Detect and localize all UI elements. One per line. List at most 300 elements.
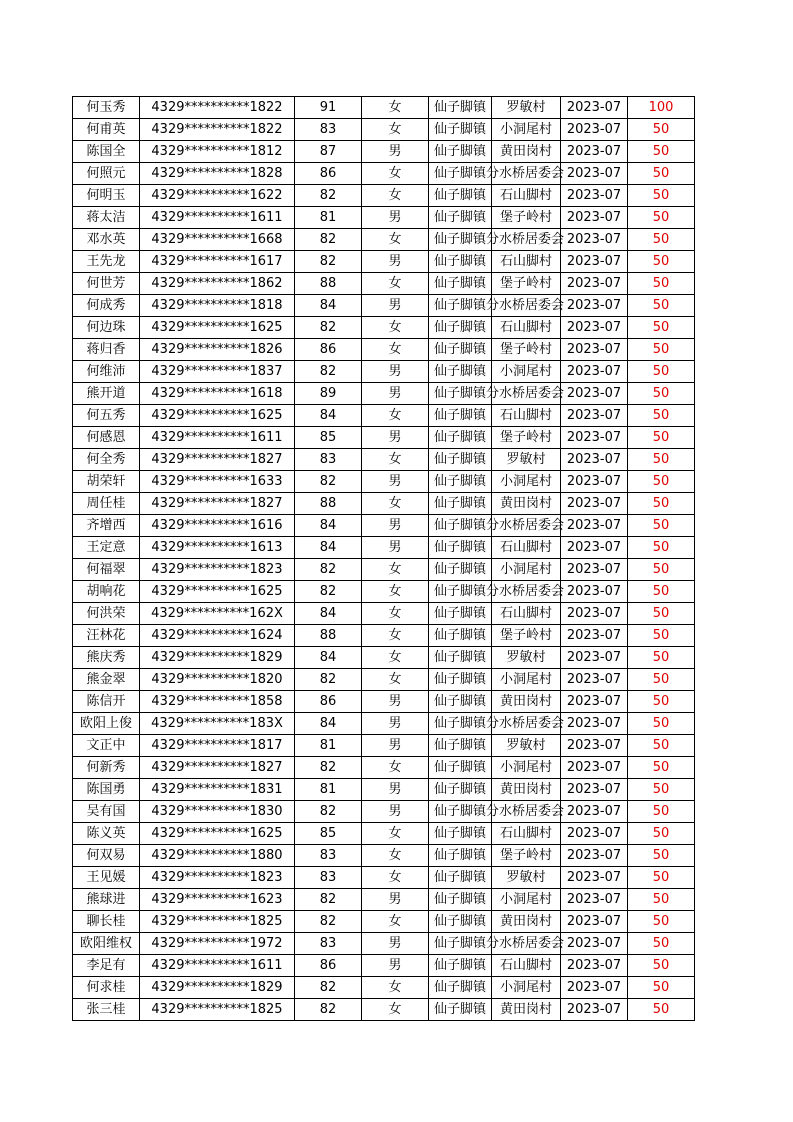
person-name-cell: 熊金翠	[73, 669, 140, 691]
person-name-cell: 何维沛	[73, 361, 140, 383]
id-number-cell: 4329**********1825	[140, 911, 295, 933]
village-cell: 堡子岭村	[492, 625, 561, 647]
id-number-cell: 4329**********1617	[140, 251, 295, 273]
age-cell: 82	[295, 801, 362, 823]
age-cell: 82	[295, 251, 362, 273]
id-number-cell: 4329**********1831	[140, 779, 295, 801]
village-cell: 石山脚村	[492, 405, 561, 427]
age-cell: 82	[295, 669, 362, 691]
id-number-cell: 4329**********1611	[140, 207, 295, 229]
sex-cell: 男	[362, 295, 429, 317]
sex-cell: 男	[362, 427, 429, 449]
amount-cell: 50	[628, 669, 695, 691]
sex-cell: 男	[362, 141, 429, 163]
age-cell: 82	[295, 911, 362, 933]
table-row	[73, 537, 695, 559]
person-name-cell: 周任桂	[73, 493, 140, 515]
village-cell: 黄田岗村	[492, 691, 561, 713]
village-cell: 黄田岗村	[492, 999, 561, 1021]
subsidy-table	[72, 96, 695, 1021]
table-row	[73, 845, 695, 867]
sex-cell: 女	[362, 603, 429, 625]
age-cell: 86	[295, 955, 362, 977]
amount-cell: 50	[628, 427, 695, 449]
village-cell: 石山脚村	[492, 955, 561, 977]
month-cell: 2023-07	[561, 691, 628, 713]
table-row	[73, 625, 695, 647]
month-cell: 2023-07	[561, 889, 628, 911]
amount-cell: 50	[628, 559, 695, 581]
sex-cell: 女	[362, 405, 429, 427]
table-row	[73, 141, 695, 163]
table-row	[73, 163, 695, 185]
village-cell: 罗敏村	[492, 647, 561, 669]
sex-cell: 男	[362, 515, 429, 537]
person-name-cell: 何求桂	[73, 977, 140, 999]
month-cell: 2023-07	[561, 603, 628, 625]
id-number-cell: 4329**********1625	[140, 823, 295, 845]
table-row	[73, 889, 695, 911]
person-name-cell: 欧阳上俊	[73, 713, 140, 735]
amount-cell: 50	[628, 801, 695, 823]
age-cell: 83	[295, 845, 362, 867]
age-cell: 84	[295, 405, 362, 427]
table-row	[73, 185, 695, 207]
person-name-cell: 聊长桂	[73, 911, 140, 933]
town-cell: 仙子脚镇	[429, 977, 492, 999]
village-cell: 分水桥居委会	[492, 163, 561, 185]
amount-cell: 50	[628, 471, 695, 493]
person-name-cell: 陈国勇	[73, 779, 140, 801]
month-cell: 2023-07	[561, 999, 628, 1021]
person-name-cell: 胡荣轩	[73, 471, 140, 493]
person-name-cell: 何感恩	[73, 427, 140, 449]
village-cell: 分水桥居委会	[492, 229, 561, 251]
month-cell: 2023-07	[561, 317, 628, 339]
village-cell: 分水桥居委会	[492, 383, 561, 405]
id-number-cell: 4329**********1858	[140, 691, 295, 713]
person-name-cell: 张三桂	[73, 999, 140, 1021]
month-cell: 2023-07	[561, 97, 628, 119]
sex-cell: 女	[362, 977, 429, 999]
month-cell: 2023-07	[561, 779, 628, 801]
id-number-cell: 4329**********1829	[140, 977, 295, 999]
person-name-cell: 王先龙	[73, 251, 140, 273]
id-number-cell: 4329**********183X	[140, 713, 295, 735]
age-cell: 84	[295, 537, 362, 559]
person-name-cell: 何世芳	[73, 273, 140, 295]
town-cell: 仙子脚镇	[429, 361, 492, 383]
table-row	[73, 977, 695, 999]
sex-cell: 女	[362, 229, 429, 251]
town-cell: 仙子脚镇	[429, 713, 492, 735]
sex-cell: 男	[362, 801, 429, 823]
age-cell: 86	[295, 691, 362, 713]
sex-cell: 女	[362, 163, 429, 185]
sex-cell: 女	[362, 185, 429, 207]
month-cell: 2023-07	[561, 757, 628, 779]
id-number-cell: 4329**********1624	[140, 625, 295, 647]
sex-cell: 女	[362, 823, 429, 845]
id-number-cell: 4329**********1827	[140, 493, 295, 515]
town-cell: 仙子脚镇	[429, 735, 492, 757]
id-number-cell: 4329**********1828	[140, 163, 295, 185]
id-number-cell: 4329**********1633	[140, 471, 295, 493]
person-name-cell: 何甫英	[73, 119, 140, 141]
person-name-cell: 熊开道	[73, 383, 140, 405]
village-cell: 堡子岭村	[492, 207, 561, 229]
amount-cell: 50	[628, 867, 695, 889]
table-row	[73, 251, 695, 273]
table-row	[73, 823, 695, 845]
person-name-cell: 齐增西	[73, 515, 140, 537]
amount-cell: 100	[628, 97, 695, 119]
town-cell: 仙子脚镇	[429, 955, 492, 977]
sex-cell: 女	[362, 647, 429, 669]
id-number-cell: 4329**********1827	[140, 757, 295, 779]
amount-cell: 50	[628, 647, 695, 669]
sex-cell: 男	[362, 471, 429, 493]
id-number-cell: 4329**********1625	[140, 317, 295, 339]
village-cell: 小洞尾村	[492, 559, 561, 581]
amount-cell: 50	[628, 361, 695, 383]
month-cell: 2023-07	[561, 955, 628, 977]
age-cell: 86	[295, 339, 362, 361]
person-name-cell: 陈信开	[73, 691, 140, 713]
amount-cell: 50	[628, 691, 695, 713]
age-cell: 86	[295, 163, 362, 185]
age-cell: 82	[295, 977, 362, 999]
town-cell: 仙子脚镇	[429, 647, 492, 669]
month-cell: 2023-07	[561, 119, 628, 141]
person-name-cell: 吴有国	[73, 801, 140, 823]
age-cell: 81	[295, 735, 362, 757]
month-cell: 2023-07	[561, 647, 628, 669]
amount-cell: 50	[628, 317, 695, 339]
month-cell: 2023-07	[561, 229, 628, 251]
sex-cell: 女	[362, 493, 429, 515]
town-cell: 仙子脚镇	[429, 933, 492, 955]
id-number-cell: 4329**********1823	[140, 559, 295, 581]
person-name-cell: 何双易	[73, 845, 140, 867]
id-number-cell: 4329**********1616	[140, 515, 295, 537]
sex-cell: 女	[362, 625, 429, 647]
amount-cell: 50	[628, 383, 695, 405]
sex-cell: 男	[362, 361, 429, 383]
id-number-cell: 4329**********1611	[140, 955, 295, 977]
village-cell: 石山脚村	[492, 185, 561, 207]
id-number-cell: 4329**********1862	[140, 273, 295, 295]
id-number-cell: 4329**********1837	[140, 361, 295, 383]
village-cell: 罗敏村	[492, 97, 561, 119]
age-cell: 85	[295, 823, 362, 845]
month-cell: 2023-07	[561, 493, 628, 515]
table-row	[73, 97, 695, 119]
village-cell: 黄田岗村	[492, 141, 561, 163]
town-cell: 仙子脚镇	[429, 251, 492, 273]
town-cell: 仙子脚镇	[429, 119, 492, 141]
person-name-cell: 何成秀	[73, 295, 140, 317]
town-cell: 仙子脚镇	[429, 295, 492, 317]
town-cell: 仙子脚镇	[429, 867, 492, 889]
amount-cell: 50	[628, 779, 695, 801]
person-name-cell: 李足有	[73, 955, 140, 977]
id-number-cell: 4329**********1880	[140, 845, 295, 867]
month-cell: 2023-07	[561, 405, 628, 427]
table-row	[73, 515, 695, 537]
town-cell: 仙子脚镇	[429, 823, 492, 845]
table-row	[73, 405, 695, 427]
town-cell: 仙子脚镇	[429, 383, 492, 405]
village-cell: 石山脚村	[492, 823, 561, 845]
amount-cell: 50	[628, 295, 695, 317]
month-cell: 2023-07	[561, 581, 628, 603]
sex-cell: 女	[362, 669, 429, 691]
person-name-cell: 何福翠	[73, 559, 140, 581]
id-number-cell: 4329**********1613	[140, 537, 295, 559]
amount-cell: 50	[628, 955, 695, 977]
sex-cell: 女	[362, 845, 429, 867]
month-cell: 2023-07	[561, 845, 628, 867]
month-cell: 2023-07	[561, 713, 628, 735]
village-cell: 小洞尾村	[492, 757, 561, 779]
town-cell: 仙子脚镇	[429, 537, 492, 559]
table-row	[73, 493, 695, 515]
town-cell: 仙子脚镇	[429, 999, 492, 1021]
month-cell: 2023-07	[561, 207, 628, 229]
amount-cell: 50	[628, 889, 695, 911]
village-cell: 分水桥居委会	[492, 295, 561, 317]
town-cell: 仙子脚镇	[429, 97, 492, 119]
town-cell: 仙子脚镇	[429, 801, 492, 823]
person-name-cell: 何全秀	[73, 449, 140, 471]
month-cell: 2023-07	[561, 559, 628, 581]
age-cell: 82	[295, 471, 362, 493]
village-cell: 小洞尾村	[492, 669, 561, 691]
age-cell: 83	[295, 867, 362, 889]
sex-cell: 女	[362, 273, 429, 295]
town-cell: 仙子脚镇	[429, 515, 492, 537]
person-name-cell: 蒋太洁	[73, 207, 140, 229]
age-cell: 82	[295, 185, 362, 207]
id-number-cell: 4329**********1829	[140, 647, 295, 669]
month-cell: 2023-07	[561, 273, 628, 295]
id-number-cell: 4329**********1618	[140, 383, 295, 405]
id-number-cell: 4329**********1822	[140, 119, 295, 141]
month-cell: 2023-07	[561, 361, 628, 383]
town-cell: 仙子脚镇	[429, 185, 492, 207]
age-cell: 81	[295, 779, 362, 801]
village-cell: 黄田岗村	[492, 779, 561, 801]
id-number-cell: 4329**********1812	[140, 141, 295, 163]
table-row	[73, 911, 695, 933]
age-cell: 89	[295, 383, 362, 405]
amount-cell: 50	[628, 603, 695, 625]
month-cell: 2023-07	[561, 911, 628, 933]
person-name-cell: 何明玉	[73, 185, 140, 207]
amount-cell: 50	[628, 933, 695, 955]
village-cell: 石山脚村	[492, 537, 561, 559]
table-row	[73, 867, 695, 889]
sex-cell: 男	[362, 735, 429, 757]
amount-cell: 50	[628, 537, 695, 559]
amount-cell: 50	[628, 625, 695, 647]
id-number-cell: 4329**********1625	[140, 581, 295, 603]
amount-cell: 50	[628, 713, 695, 735]
age-cell: 91	[295, 97, 362, 119]
sex-cell: 女	[362, 867, 429, 889]
month-cell: 2023-07	[561, 515, 628, 537]
age-cell: 82	[295, 999, 362, 1021]
town-cell: 仙子脚镇	[429, 471, 492, 493]
month-cell: 2023-07	[561, 471, 628, 493]
town-cell: 仙子脚镇	[429, 889, 492, 911]
amount-cell: 50	[628, 977, 695, 999]
table-row	[73, 383, 695, 405]
town-cell: 仙子脚镇	[429, 163, 492, 185]
sex-cell: 男	[362, 251, 429, 273]
month-cell: 2023-07	[561, 537, 628, 559]
month-cell: 2023-07	[561, 625, 628, 647]
person-name-cell: 文正中	[73, 735, 140, 757]
amount-cell: 50	[628, 163, 695, 185]
village-cell: 分水桥居委会	[492, 713, 561, 735]
village-cell: 罗敏村	[492, 735, 561, 757]
table-row	[73, 559, 695, 581]
month-cell: 2023-07	[561, 141, 628, 163]
town-cell: 仙子脚镇	[429, 625, 492, 647]
month-cell: 2023-07	[561, 163, 628, 185]
sex-cell: 女	[362, 581, 429, 603]
age-cell: 82	[295, 581, 362, 603]
month-cell: 2023-07	[561, 933, 628, 955]
town-cell: 仙子脚镇	[429, 845, 492, 867]
sex-cell: 男	[362, 889, 429, 911]
age-cell: 88	[295, 625, 362, 647]
id-number-cell: 4329**********1827	[140, 449, 295, 471]
age-cell: 87	[295, 141, 362, 163]
id-number-cell: 4329**********1818	[140, 295, 295, 317]
amount-cell: 50	[628, 449, 695, 471]
id-number-cell: 4329**********162X	[140, 603, 295, 625]
village-cell: 堡子岭村	[492, 427, 561, 449]
village-cell: 堡子岭村	[492, 845, 561, 867]
table-row	[73, 427, 695, 449]
village-cell: 石山脚村	[492, 603, 561, 625]
amount-cell: 50	[628, 515, 695, 537]
town-cell: 仙子脚镇	[429, 317, 492, 339]
town-cell: 仙子脚镇	[429, 911, 492, 933]
age-cell: 82	[295, 229, 362, 251]
table-row	[73, 647, 695, 669]
town-cell: 仙子脚镇	[429, 757, 492, 779]
village-cell: 堡子岭村	[492, 339, 561, 361]
sex-cell: 女	[362, 97, 429, 119]
village-cell: 小洞尾村	[492, 471, 561, 493]
table-row	[73, 713, 695, 735]
table-row	[73, 933, 695, 955]
sex-cell: 男	[362, 955, 429, 977]
month-cell: 2023-07	[561, 977, 628, 999]
id-number-cell: 4329**********1622	[140, 185, 295, 207]
village-cell: 石山脚村	[492, 317, 561, 339]
table-row	[73, 779, 695, 801]
town-cell: 仙子脚镇	[429, 669, 492, 691]
sex-cell: 女	[362, 119, 429, 141]
sex-cell: 女	[362, 999, 429, 1021]
table-row	[73, 735, 695, 757]
id-number-cell: 4329**********1623	[140, 889, 295, 911]
age-cell: 83	[295, 449, 362, 471]
month-cell: 2023-07	[561, 867, 628, 889]
town-cell: 仙子脚镇	[429, 141, 492, 163]
table-row	[73, 757, 695, 779]
town-cell: 仙子脚镇	[429, 603, 492, 625]
sex-cell: 男	[362, 713, 429, 735]
age-cell: 88	[295, 493, 362, 515]
person-name-cell: 何五秀	[73, 405, 140, 427]
person-name-cell: 何照元	[73, 163, 140, 185]
town-cell: 仙子脚镇	[429, 691, 492, 713]
age-cell: 82	[295, 889, 362, 911]
age-cell: 83	[295, 119, 362, 141]
person-name-cell: 欧阳维权	[73, 933, 140, 955]
id-number-cell: 4329**********1972	[140, 933, 295, 955]
month-cell: 2023-07	[561, 185, 628, 207]
sex-cell: 男	[362, 691, 429, 713]
id-number-cell: 4329**********1825	[140, 999, 295, 1021]
id-number-cell: 4329**********1625	[140, 405, 295, 427]
town-cell: 仙子脚镇	[429, 559, 492, 581]
town-cell: 仙子脚镇	[429, 581, 492, 603]
sex-cell: 女	[362, 911, 429, 933]
town-cell: 仙子脚镇	[429, 273, 492, 295]
amount-cell: 50	[628, 735, 695, 757]
person-name-cell: 熊庆秀	[73, 647, 140, 669]
town-cell: 仙子脚镇	[429, 339, 492, 361]
month-cell: 2023-07	[561, 427, 628, 449]
age-cell: 82	[295, 757, 362, 779]
village-cell: 罗敏村	[492, 449, 561, 471]
table-row	[73, 339, 695, 361]
person-name-cell: 熊球进	[73, 889, 140, 911]
age-cell: 83	[295, 933, 362, 955]
age-cell: 82	[295, 361, 362, 383]
amount-cell: 50	[628, 141, 695, 163]
town-cell: 仙子脚镇	[429, 779, 492, 801]
age-cell: 81	[295, 207, 362, 229]
age-cell: 84	[295, 603, 362, 625]
sex-cell: 男	[362, 207, 429, 229]
sex-cell: 女	[362, 757, 429, 779]
month-cell: 2023-07	[561, 251, 628, 273]
town-cell: 仙子脚镇	[429, 405, 492, 427]
amount-cell: 50	[628, 207, 695, 229]
month-cell: 2023-07	[561, 383, 628, 405]
age-cell: 84	[295, 515, 362, 537]
village-cell: 小洞尾村	[492, 119, 561, 141]
amount-cell: 50	[628, 823, 695, 845]
table-row	[73, 999, 695, 1021]
table-row	[73, 471, 695, 493]
age-cell: 84	[295, 295, 362, 317]
person-name-cell: 陈国全	[73, 141, 140, 163]
amount-cell: 50	[628, 911, 695, 933]
village-cell: 分水桥居委会	[492, 581, 561, 603]
sex-cell: 女	[362, 559, 429, 581]
sex-cell: 男	[362, 779, 429, 801]
town-cell: 仙子脚镇	[429, 449, 492, 471]
